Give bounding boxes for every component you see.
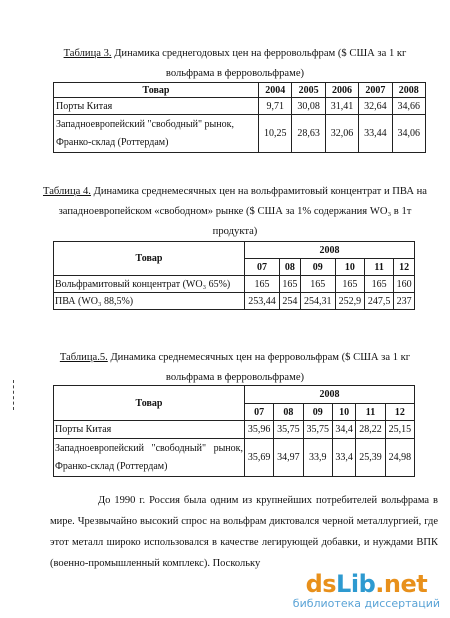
table-cell: 10,25 (259, 115, 292, 153)
table-cell: 25,39 (356, 439, 385, 477)
table5-header-month: 12 (385, 404, 414, 421)
margin-mark (13, 380, 15, 410)
table-cell: 253,44 (245, 293, 280, 310)
table5-header-month: 10 (332, 404, 356, 421)
table-row (54, 98, 426, 115)
table-cell: 35,69 (245, 439, 274, 477)
table5-header-month: 11 (356, 404, 385, 421)
table4-header-month: 10 (335, 259, 364, 276)
table-cell: 165 (365, 276, 394, 293)
table-cell: 32,64 (359, 98, 392, 115)
table-cell: 237 (394, 293, 415, 310)
table3-header-year: 2007 (359, 83, 392, 98)
table-row (54, 421, 415, 439)
table-cell: 33,9 (303, 439, 332, 477)
table-cell: 34,4 (332, 421, 356, 439)
table-cell: 33,4 (332, 439, 356, 477)
table-cell: 25,15 (385, 421, 414, 439)
table-row (54, 439, 415, 477)
table-cell: 254,31 (300, 293, 335, 310)
table5-row-label: Западноевропейский "свободный" рынок, Франко-склад (Роттердам) (54, 439, 245, 477)
table5-header-month: 09 (303, 404, 332, 421)
table-row (54, 115, 426, 153)
watermark-logo: dsLib.net (305, 570, 428, 598)
table-cell: 31,41 (325, 98, 358, 115)
table4-header-month: 07 (245, 259, 280, 276)
table-cell: 34,06 (392, 115, 425, 153)
table4 (53, 241, 415, 310)
table-cell: 30,08 (292, 98, 325, 115)
table3-header-year: 2008 (392, 83, 425, 98)
watermark-subtitle: библиотека диссертаций (292, 597, 440, 610)
table4-row-label: ПВА (WO₃ 88,5%) (54, 293, 245, 310)
table4-header-month: 12 (394, 259, 415, 276)
table-cell: 28,22 (356, 421, 385, 439)
table5-caption-text: Динамика среднемесячных цен на ферровольфрам ($ США за 1 кг вольфрама в ферровольфраме) (107, 352, 411, 383)
table-row (54, 276, 415, 293)
table-cell: 165 (335, 276, 364, 293)
table-cell: 165 (280, 276, 301, 293)
table-row (54, 293, 415, 310)
table-cell: 28,63 (292, 115, 325, 153)
table-cell: 24,98 (385, 439, 414, 477)
table4-header-month: 08 (280, 259, 301, 276)
table3-header-year: 2004 (259, 83, 292, 98)
table-cell: 254 (280, 293, 301, 310)
table5-caption (40, 348, 430, 388)
table5-header-year: 2008 (245, 386, 415, 404)
table4-header-product: Товар (54, 242, 245, 276)
body-paragraph: До 1990 г. Россия была одним из крупнейших потребителей вольфрама в мире. Чрезвычайно высокий спрос на вольфрам диктовался черной металлургией, где этот металл широко использовался в качестве легирующей добавки, и нуждами ВПК (военно-промышленный комплекс). Поскольку (50, 495, 438, 569)
table4-header-month: 09 (300, 259, 335, 276)
table4-caption-text: Динамика среднемесячных цен на вольфрамитовый концентрат и ПВА на западноевропейском «свободном» рынке ($ США за 1% содержания WO₃ в 1т продукта) (58, 186, 427, 237)
table-cell: 9,71 (259, 98, 292, 115)
table4-caption (35, 182, 435, 242)
table5 (53, 385, 415, 477)
table-cell: 34,66 (392, 98, 425, 115)
table3-caption-text: Динамика среднегодовых цен на ферровольфрам ($ США за 1 кг вольфрама в ферровольфраме) (111, 48, 407, 79)
table5-row-label: Порты Китая (54, 421, 245, 439)
table-cell: 165 (245, 276, 280, 293)
table4-row-label: Вольфрамитовый концентрат (WO₃ 65%) (54, 276, 245, 293)
table4-caption-number: Таблица 4. (42, 186, 91, 197)
table3-header-year: 2006 (325, 83, 358, 98)
table5-header-product: Товар (54, 386, 245, 421)
table5-header-month: 07 (245, 404, 274, 421)
table-cell: 252,9 (335, 293, 364, 310)
table3-header-product: Товар (54, 83, 259, 98)
table-cell: 247,5 (365, 293, 394, 310)
table5-header-month: 08 (274, 404, 303, 421)
table4-header-year: 2008 (245, 242, 415, 259)
table-cell: 160 (394, 276, 415, 293)
table3-header-year: 2005 (292, 83, 325, 98)
table-cell: 34,97 (274, 439, 303, 477)
table3-caption (40, 44, 430, 84)
table3-row-label: Порты Китая (54, 98, 259, 115)
table3-header-row (54, 83, 426, 98)
table4-header-month: 11 (365, 259, 394, 276)
table-cell: 35,75 (303, 421, 332, 439)
table5-caption-number: Таблица.5. (59, 352, 108, 363)
table3 (53, 82, 426, 153)
table3-row-label: Западноевропейский "свободный" рынок, Франко-склад (Роттердам) (54, 115, 259, 153)
table3-caption-number: Таблица 3. (63, 48, 112, 59)
watermark (293, 571, 440, 610)
table-cell: 32,06 (325, 115, 358, 153)
table-cell: 35,75 (274, 421, 303, 439)
table-cell: 33,44 (359, 115, 392, 153)
table-cell: 35,96 (245, 421, 274, 439)
table-cell: 165 (300, 276, 335, 293)
